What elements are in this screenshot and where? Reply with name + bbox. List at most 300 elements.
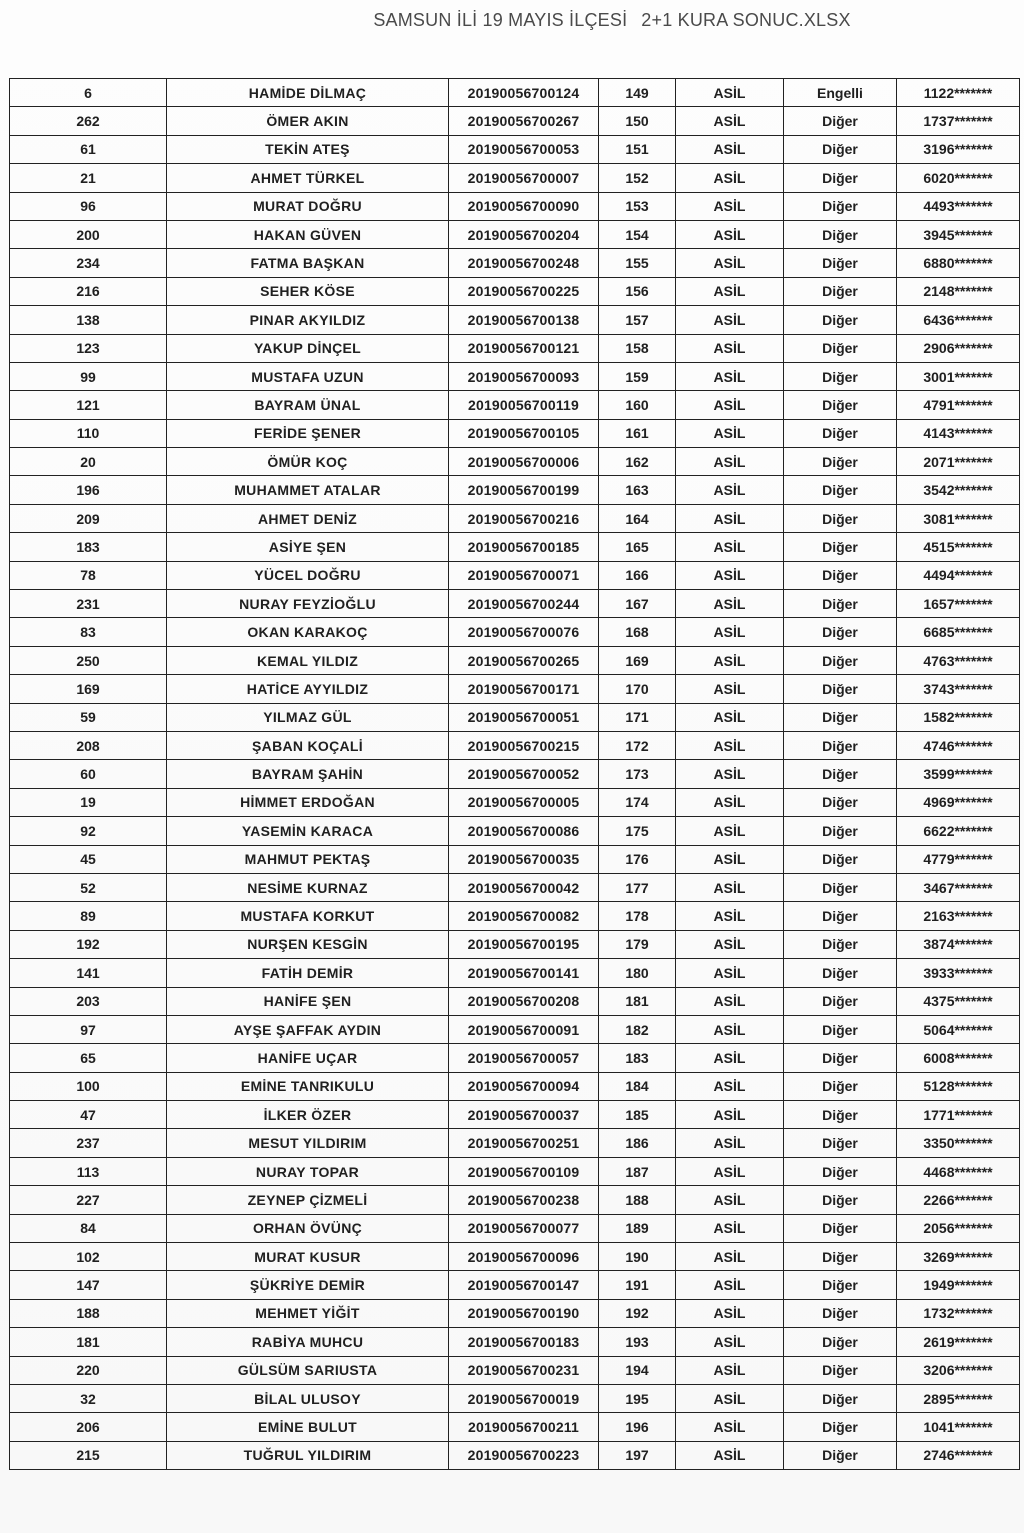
table-row — [10, 448, 1020, 476]
cell-id-number: 4375******* — [897, 987, 1020, 1015]
table-row — [10, 277, 1020, 305]
cell-sira-no: 208 — [10, 731, 167, 759]
cell-draw-order: 197 — [599, 1441, 676, 1469]
cell-sira-no: 147 — [10, 1271, 167, 1299]
cell-id-number: 3001******* — [897, 362, 1020, 390]
cell-id-number: 3542******* — [897, 476, 1020, 504]
cell-id-number: 5064******* — [897, 1015, 1020, 1043]
cell-status: ASİL — [676, 249, 784, 277]
cell-status: ASİL — [676, 192, 784, 220]
table-row — [10, 1044, 1020, 1072]
document-title-part2: 2+1 KURA SONUC.XLSX — [641, 10, 851, 30]
cell-draw-order: 162 — [599, 448, 676, 476]
cell-sira-no: 220 — [10, 1356, 167, 1384]
cell-sira-no: 113 — [10, 1157, 167, 1185]
cell-sira-no: 203 — [10, 987, 167, 1015]
cell-status: ASİL — [676, 731, 784, 759]
cell-draw-order: 170 — [599, 675, 676, 703]
cell-draw-order: 149 — [599, 79, 676, 107]
cell-application-no: 20190056700215 — [449, 731, 599, 759]
table-row — [10, 817, 1020, 845]
cell-category: Diğer — [784, 1101, 897, 1129]
cell-id-number: 4494******* — [897, 561, 1020, 589]
table-row — [10, 1214, 1020, 1242]
cell-status: ASİL — [676, 817, 784, 845]
cell-id-number: 2148******* — [897, 277, 1020, 305]
cell-draw-order: 191 — [599, 1271, 676, 1299]
cell-full-name: YILMAZ GÜL — [167, 703, 449, 731]
cell-draw-order: 173 — [599, 760, 676, 788]
table-row — [10, 419, 1020, 447]
cell-id-number: 6436******* — [897, 306, 1020, 334]
cell-status: ASİL — [676, 1243, 784, 1271]
cell-sira-no: 6 — [10, 79, 167, 107]
cell-category: Diğer — [784, 873, 897, 901]
cell-sira-no: 59 — [10, 703, 167, 731]
cell-application-no: 20190056700195 — [449, 930, 599, 958]
cell-sira-no: 92 — [10, 817, 167, 845]
cell-status: ASİL — [676, 277, 784, 305]
cell-sira-no: 196 — [10, 476, 167, 504]
cell-draw-order: 151 — [599, 135, 676, 163]
cell-id-number: 3269******* — [897, 1243, 1020, 1271]
cell-full-name: ASİYE ŞEN — [167, 533, 449, 561]
cell-status: ASİL — [676, 703, 784, 731]
cell-draw-order: 177 — [599, 873, 676, 901]
cell-status: ASİL — [676, 164, 784, 192]
cell-draw-order: 196 — [599, 1413, 676, 1441]
cell-application-no: 20190056700244 — [449, 590, 599, 618]
cell-full-name: MAHMUT PEKTAŞ — [167, 845, 449, 873]
cell-draw-order: 164 — [599, 504, 676, 532]
cell-draw-order: 179 — [599, 930, 676, 958]
cell-id-number: 3467******* — [897, 873, 1020, 901]
cell-category: Diğer — [784, 249, 897, 277]
table-row — [10, 1129, 1020, 1157]
cell-sira-no: 84 — [10, 1214, 167, 1242]
cell-id-number: 5128******* — [897, 1072, 1020, 1100]
cell-draw-order: 192 — [599, 1299, 676, 1327]
table-row — [10, 930, 1020, 958]
cell-full-name: PINAR AKYILDIZ — [167, 306, 449, 334]
cell-id-number: 2619******* — [897, 1328, 1020, 1356]
cell-id-number: 4763******* — [897, 646, 1020, 674]
table-row — [10, 902, 1020, 930]
cell-id-number: 2906******* — [897, 334, 1020, 362]
cell-application-no: 20190056700216 — [449, 504, 599, 532]
cell-sira-no: 99 — [10, 362, 167, 390]
cell-sira-no: 97 — [10, 1015, 167, 1043]
cell-full-name: ŞABAN KOÇALİ — [167, 731, 449, 759]
cell-status: ASİL — [676, 1129, 784, 1157]
cell-status: ASİL — [676, 1384, 784, 1412]
cell-application-no: 20190056700094 — [449, 1072, 599, 1100]
cell-category: Diğer — [784, 675, 897, 703]
cell-application-no: 20190056700077 — [449, 1214, 599, 1242]
table-row — [10, 675, 1020, 703]
cell-category: Diğer — [784, 703, 897, 731]
cell-status: ASİL — [676, 873, 784, 901]
cell-category: Diğer — [784, 1243, 897, 1271]
cell-full-name: HİMMET ERDOĞAN — [167, 788, 449, 816]
table-row — [10, 1271, 1020, 1299]
cell-application-no: 20190056700109 — [449, 1157, 599, 1185]
cell-draw-order: 161 — [599, 419, 676, 447]
cell-status: ASİL — [676, 590, 784, 618]
cell-sira-no: 65 — [10, 1044, 167, 1072]
table-row — [10, 1356, 1020, 1384]
table-row — [10, 1441, 1020, 1469]
cell-status: ASİL — [676, 1413, 784, 1441]
cell-id-number: 1582******* — [897, 703, 1020, 731]
cell-status: ASİL — [676, 334, 784, 362]
cell-sira-no: 32 — [10, 1384, 167, 1412]
cell-category: Diğer — [784, 788, 897, 816]
table-row — [10, 1413, 1020, 1441]
cell-application-no: 20190056700204 — [449, 220, 599, 248]
cell-sira-no: 183 — [10, 533, 167, 561]
cell-draw-order: 176 — [599, 845, 676, 873]
cell-id-number: 4468******* — [897, 1157, 1020, 1185]
cell-status: ASİL — [676, 1015, 784, 1043]
table-row — [10, 1186, 1020, 1214]
cell-application-no: 20190056700223 — [449, 1441, 599, 1469]
cell-full-name: ORHAN ÖVÜNÇ — [167, 1214, 449, 1242]
cell-draw-order: 172 — [599, 731, 676, 759]
cell-application-no: 20190056700052 — [449, 760, 599, 788]
cell-id-number: 3081******* — [897, 504, 1020, 532]
cell-full-name: YÜCEL DOĞRU — [167, 561, 449, 589]
cell-id-number: 6008******* — [897, 1044, 1020, 1072]
table-row — [10, 959, 1020, 987]
cell-status: ASİL — [676, 902, 784, 930]
cell-category: Diğer — [784, 448, 897, 476]
cell-status: ASİL — [676, 107, 784, 135]
cell-id-number: 4515******* — [897, 533, 1020, 561]
cell-full-name: MURAT DOĞRU — [167, 192, 449, 220]
cell-category: Diğer — [784, 760, 897, 788]
cell-status: ASİL — [676, 930, 784, 958]
cell-id-number: 6685******* — [897, 618, 1020, 646]
cell-status: ASİL — [676, 561, 784, 589]
cell-full-name: MUSTAFA KORKUT — [167, 902, 449, 930]
cell-id-number: 3206******* — [897, 1356, 1020, 1384]
cell-category: Diğer — [784, 817, 897, 845]
cell-draw-order: 194 — [599, 1356, 676, 1384]
cell-application-no: 20190056700199 — [449, 476, 599, 504]
cell-application-no: 20190056700267 — [449, 107, 599, 135]
cell-category: Diğer — [784, 1129, 897, 1157]
table-row — [10, 192, 1020, 220]
cell-draw-order: 185 — [599, 1101, 676, 1129]
cell-full-name: HANİFE UÇAR — [167, 1044, 449, 1072]
cell-full-name: HANİFE ŞEN — [167, 987, 449, 1015]
cell-application-no: 20190056700090 — [449, 192, 599, 220]
cell-status: ASİL — [676, 391, 784, 419]
cell-draw-order: 184 — [599, 1072, 676, 1100]
cell-status: ASİL — [676, 79, 784, 107]
cell-id-number: 4969******* — [897, 788, 1020, 816]
cell-status: ASİL — [676, 1299, 784, 1327]
cell-full-name: YAKUP DİNÇEL — [167, 334, 449, 362]
cell-application-no: 20190056700096 — [449, 1243, 599, 1271]
cell-full-name: ÖMÜR KOÇ — [167, 448, 449, 476]
cell-category: Diğer — [784, 1271, 897, 1299]
cell-application-no: 20190056700225 — [449, 277, 599, 305]
cell-sira-no: 237 — [10, 1129, 167, 1157]
cell-sira-no: 121 — [10, 391, 167, 419]
table-row — [10, 618, 1020, 646]
cell-status: ASİL — [676, 1356, 784, 1384]
cell-full-name: NESİME KURNAZ — [167, 873, 449, 901]
cell-category: Diğer — [784, 1328, 897, 1356]
cell-full-name: ÖMER AKIN — [167, 107, 449, 135]
cell-draw-order: 154 — [599, 220, 676, 248]
cell-status: ASİL — [676, 306, 784, 334]
cell-draw-order: 190 — [599, 1243, 676, 1271]
cell-sira-no: 96 — [10, 192, 167, 220]
cell-draw-order: 181 — [599, 987, 676, 1015]
cell-application-no: 20190056700091 — [449, 1015, 599, 1043]
cell-application-no: 20190056700082 — [449, 902, 599, 930]
cell-full-name: TEKİN ATEŞ — [167, 135, 449, 163]
table-row — [10, 164, 1020, 192]
cell-sira-no: 169 — [10, 675, 167, 703]
cell-id-number: 4746******* — [897, 731, 1020, 759]
cell-id-number: 2163******* — [897, 902, 1020, 930]
cell-status: ASİL — [676, 646, 784, 674]
cell-category: Diğer — [784, 618, 897, 646]
cell-status: ASİL — [676, 1214, 784, 1242]
cell-status: ASİL — [676, 1157, 784, 1185]
cell-sira-no: 45 — [10, 845, 167, 873]
cell-category: Diğer — [784, 504, 897, 532]
cell-application-no: 20190056700119 — [449, 391, 599, 419]
document-title — [0, 10, 1024, 31]
cell-draw-order: 178 — [599, 902, 676, 930]
cell-draw-order: 175 — [599, 817, 676, 845]
cell-category: Diğer — [784, 930, 897, 958]
cell-sira-no: 83 — [10, 618, 167, 646]
cell-draw-order: 165 — [599, 533, 676, 561]
cell-draw-order: 159 — [599, 362, 676, 390]
table-row — [10, 590, 1020, 618]
table-row — [10, 476, 1020, 504]
cell-id-number: 3933******* — [897, 959, 1020, 987]
cell-full-name: NURAY TOPAR — [167, 1157, 449, 1185]
cell-application-no: 20190056700208 — [449, 987, 599, 1015]
cell-status: ASİL — [676, 788, 784, 816]
cell-id-number: 6880******* — [897, 249, 1020, 277]
cell-status: ASİL — [676, 135, 784, 163]
cell-status: ASİL — [676, 845, 784, 873]
cell-sira-no: 188 — [10, 1299, 167, 1327]
cell-category: Diğer — [784, 1044, 897, 1072]
cell-status: ASİL — [676, 419, 784, 447]
table-row — [10, 504, 1020, 532]
cell-sira-no: 89 — [10, 902, 167, 930]
table-row — [10, 306, 1020, 334]
cell-full-name: ŞÜKRİYE DEMİR — [167, 1271, 449, 1299]
cell-sira-no: 200 — [10, 220, 167, 248]
cell-sira-no: 138 — [10, 306, 167, 334]
cell-id-number: 4779******* — [897, 845, 1020, 873]
cell-id-number: 1041******* — [897, 1413, 1020, 1441]
table-row — [10, 561, 1020, 589]
cell-application-no: 20190056700185 — [449, 533, 599, 561]
cell-id-number: 6020******* — [897, 164, 1020, 192]
cell-category: Diğer — [784, 1072, 897, 1100]
cell-draw-order: 174 — [599, 788, 676, 816]
table-row — [10, 220, 1020, 248]
cell-id-number: 1732******* — [897, 1299, 1020, 1327]
table-row — [10, 845, 1020, 873]
cell-category: Diğer — [784, 1186, 897, 1214]
cell-id-number: 2056******* — [897, 1214, 1020, 1242]
table-row — [10, 334, 1020, 362]
cell-id-number: 4493******* — [897, 192, 1020, 220]
cell-status: ASİL — [676, 1328, 784, 1356]
cell-category: Diğer — [784, 1441, 897, 1469]
cell-full-name: AHMET DENİZ — [167, 504, 449, 532]
cell-draw-order: 193 — [599, 1328, 676, 1356]
cell-application-no: 20190056700037 — [449, 1101, 599, 1129]
cell-application-no: 20190056700238 — [449, 1186, 599, 1214]
cell-status: ASİL — [676, 362, 784, 390]
cell-sira-no: 60 — [10, 760, 167, 788]
cell-category: Diğer — [784, 845, 897, 873]
cell-category: Diğer — [784, 362, 897, 390]
cell-sira-no: 216 — [10, 277, 167, 305]
cell-id-number: 3945******* — [897, 220, 1020, 248]
table-row — [10, 788, 1020, 816]
cell-id-number: 3599******* — [897, 760, 1020, 788]
table-row — [10, 646, 1020, 674]
cell-sira-no: 100 — [10, 1072, 167, 1100]
cell-application-no: 20190056700105 — [449, 419, 599, 447]
cell-draw-order: 160 — [599, 391, 676, 419]
cell-id-number: 3350******* — [897, 1129, 1020, 1157]
cell-full-name: ZEYNEP ÇİZMELİ — [167, 1186, 449, 1214]
cell-status: ASİL — [676, 1186, 784, 1214]
cell-status: ASİL — [676, 476, 784, 504]
cell-category: Diğer — [784, 731, 897, 759]
table-row — [10, 703, 1020, 731]
cell-draw-order: 171 — [599, 703, 676, 731]
cell-category: Diğer — [784, 1299, 897, 1327]
cell-full-name: AYŞE ŞAFFAK AYDIN — [167, 1015, 449, 1043]
cell-application-no: 20190056700006 — [449, 448, 599, 476]
cell-draw-order: 169 — [599, 646, 676, 674]
cell-draw-order: 189 — [599, 1214, 676, 1242]
table-row — [10, 249, 1020, 277]
cell-sira-no: 61 — [10, 135, 167, 163]
cell-sira-no: 52 — [10, 873, 167, 901]
cell-draw-order: 168 — [599, 618, 676, 646]
cell-application-no: 20190056700251 — [449, 1129, 599, 1157]
cell-category: Diğer — [784, 561, 897, 589]
cell-application-no: 20190056700071 — [449, 561, 599, 589]
cell-category: Engelli — [784, 79, 897, 107]
cell-status: ASİL — [676, 448, 784, 476]
cell-id-number: 4791******* — [897, 391, 1020, 419]
cell-sira-no: 206 — [10, 1413, 167, 1441]
table-row — [10, 79, 1020, 107]
cell-id-number: 6622******* — [897, 817, 1020, 845]
cell-id-number: 3743******* — [897, 675, 1020, 703]
cell-application-no: 20190056700141 — [449, 959, 599, 987]
cell-application-no: 20190056700076 — [449, 618, 599, 646]
table-row — [10, 107, 1020, 135]
cell-status: ASİL — [676, 1441, 784, 1469]
cell-full-name: BAYRAM ŞAHİN — [167, 760, 449, 788]
table-row — [10, 1243, 1020, 1271]
cell-full-name: MUHAMMET ATALAR — [167, 476, 449, 504]
cell-full-name: BİLAL ULUSOY — [167, 1384, 449, 1412]
cell-id-number: 1657******* — [897, 590, 1020, 618]
cell-application-no: 20190056700005 — [449, 788, 599, 816]
cell-sira-no: 192 — [10, 930, 167, 958]
cell-status: ASİL — [676, 504, 784, 532]
table-row — [10, 1101, 1020, 1129]
cell-id-number: 1949******* — [897, 1271, 1020, 1299]
cell-category: Diğer — [784, 987, 897, 1015]
cell-category: Diğer — [784, 1413, 897, 1441]
cell-category: Diğer — [784, 277, 897, 305]
cell-sira-no: 181 — [10, 1328, 167, 1356]
cell-sira-no: 20 — [10, 448, 167, 476]
table-row — [10, 391, 1020, 419]
table-body — [10, 79, 1020, 1470]
cell-id-number: 2266******* — [897, 1186, 1020, 1214]
cell-draw-order: 155 — [599, 249, 676, 277]
table-row — [10, 873, 1020, 901]
cell-status: ASİL — [676, 987, 784, 1015]
cell-full-name: AHMET TÜRKEL — [167, 164, 449, 192]
cell-draw-order: 188 — [599, 1186, 676, 1214]
cell-application-no: 20190056700057 — [449, 1044, 599, 1072]
table-row — [10, 1299, 1020, 1327]
cell-status: ASİL — [676, 959, 784, 987]
cell-category: Diğer — [784, 164, 897, 192]
cell-draw-order: 163 — [599, 476, 676, 504]
cell-application-no: 20190056700231 — [449, 1356, 599, 1384]
cell-status: ASİL — [676, 675, 784, 703]
table-row — [10, 1384, 1020, 1412]
cell-id-number: 2071******* — [897, 448, 1020, 476]
cell-sira-no: 21 — [10, 164, 167, 192]
cell-sira-no: 250 — [10, 646, 167, 674]
cell-category: Diğer — [784, 419, 897, 447]
cell-category: Diğer — [784, 135, 897, 163]
cell-id-number: 2746******* — [897, 1441, 1020, 1469]
cell-full-name: BAYRAM ÜNAL — [167, 391, 449, 419]
cell-category: Diğer — [784, 902, 897, 930]
cell-status: ASİL — [676, 533, 784, 561]
cell-application-no: 20190056700248 — [449, 249, 599, 277]
cell-category: Diğer — [784, 1384, 897, 1412]
table-row — [10, 362, 1020, 390]
cell-category: Diğer — [784, 391, 897, 419]
cell-application-no: 20190056700121 — [449, 334, 599, 362]
cell-application-no: 20190056700019 — [449, 1384, 599, 1412]
cell-full-name: HAKAN GÜVEN — [167, 220, 449, 248]
cell-draw-order: 186 — [599, 1129, 676, 1157]
cell-category: Diğer — [784, 646, 897, 674]
cell-sira-no: 47 — [10, 1101, 167, 1129]
cell-draw-order: 157 — [599, 306, 676, 334]
cell-application-no: 20190056700138 — [449, 306, 599, 334]
